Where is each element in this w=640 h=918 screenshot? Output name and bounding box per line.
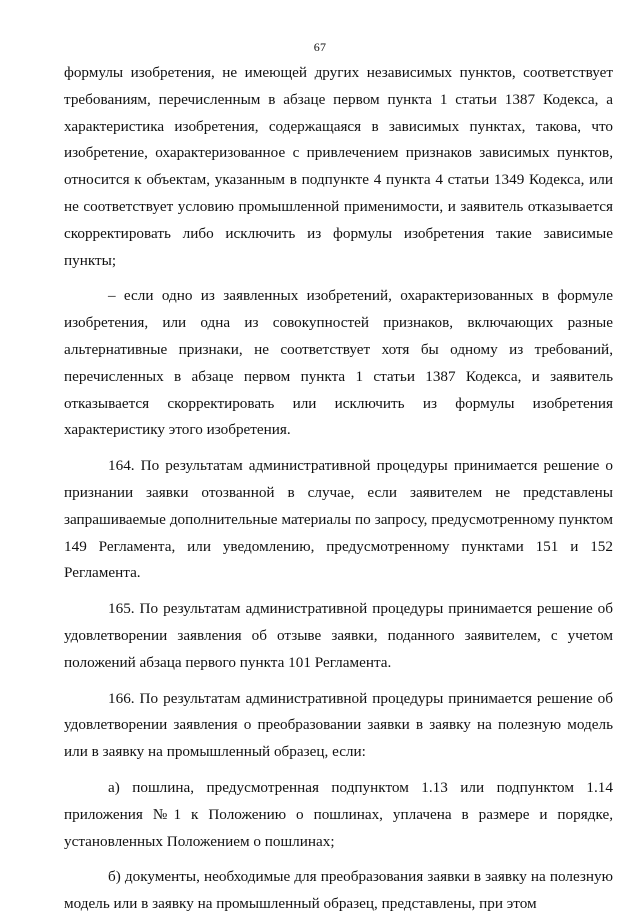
- paragraph-continuation: формулы изобретения, не имеющей других независимых пунктов, соответствует требованиям, перечисленным в абзаце первом пункта 1 статьи 1387 Кодекса, а характеристика изобретения, содержащаяся в зависимых пунктах, такова, что изобретение, охарактеризованное с привлечением признаков зависимых пунктов, относится к объектам, указанным в подпункте 4 пункта 4 статьи 1349 Кодекса, или не соответствует условию промышленной применимости, и заявитель отказывается скорректировать либо исключить из формулы изобретения такие зависимые пункты;: [64, 64, 613, 269]
- paragraph-164: 164. По результатам административной процедуры принимается решение о признании заявки отозванной в случае, если заявителем не представлены запрашиваемые дополнительные материалы по запросу, предусмотренному пунктом 149 Регламента, или уведомлению, предусмотренному пунктами 151 и 152 Регламента.: [64, 457, 613, 582]
- page-number: 67: [313, 40, 327, 54]
- paragraph-166: 166. По результатам административной процедуры принимается решение об удовлетворении заявления о преобразовании заявки в заявку на полезную модель или в заявку на промышленный образец, если:: [64, 689, 613, 761]
- paragraph-165: 165. По результатам административной процедуры принимается решение об удовлетворении заявления об отзыве заявки, поданного заявителем, с учетом положений абзаца первого пункта 101 Регламента.: [64, 600, 613, 671]
- paragraph-dash-item: – если одно из заявленных изобретений, охарактеризованных в формуле изобретения, или одна из совокупностей признаков, включающих разные альтернативные признаки, не соответствует хотя бы одному из требований, перечисленных в абзаце первом пункта 1 статьи 1387 Кодекса, и заявитель отказывается скорректировать или исключить из формулы изобретения характеристику этого изобретения.: [64, 287, 613, 439]
- paragraph-166-b: б) документы, необходимые для преобразования заявки в заявку на полезную модель или в заявку на промышленный образец, представлены, при этом: [64, 868, 613, 913]
- document-body: [64, 60, 613, 918]
- paragraph-166-a: а) пошлина, предусмотренная подпунктом 1.13 или подпунктом 1.14 приложения №1 к Положению о пошлинах, уплачена в размере и порядке, установленных Положением о пошлинах;: [64, 778, 613, 850]
